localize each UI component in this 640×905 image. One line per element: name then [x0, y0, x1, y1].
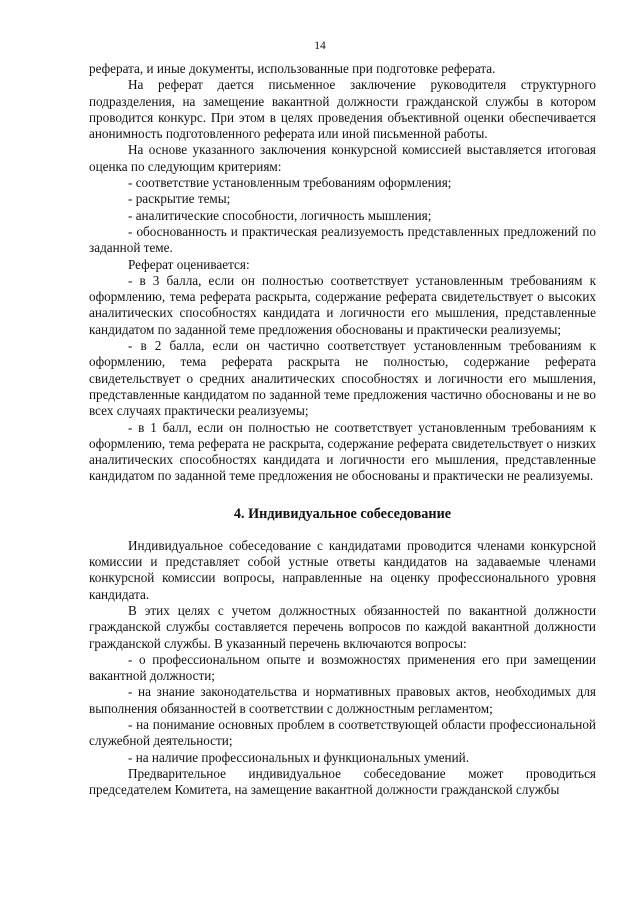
- paragraph: - соответствие установленным требованиям оформления;: [128, 175, 452, 191]
- paragraphs-after-section: [89, 538, 596, 799]
- paragraph: - на понимание основных проблем в соответствующей области профессиональной служебной деятельности;: [89, 716, 596, 749]
- paragraph: Индивидуальное собеседование с кандидатами проводится членами конкурсной комиссии и представляет собой устные ответы кандидатов на задаваемые членами конкурсной комиссии вопросы, направленные на оценку профессионального уровня кандидата.: [89, 537, 596, 602]
- paragraph: Предварительное индивидуальное собеседование может проводиться председателем Комитета, на замещение вакантной должности гражданской службы: [89, 765, 596, 798]
- page-content: [89, 61, 596, 798]
- paragraph: - в 3 балла, если он полностью соответствует установленным требованиям к оформлению, тема реферата раскрыта, содержание реферата свидетельствует о высоких аналитических способностях кандидата и логичности его мышления, представленные кандидатом по заданной теме предложения обоснованы и практически реализуемы;: [89, 272, 596, 337]
- paragraph: - обоснованность и практическая реализуемость представленных предложений по заданной теме.: [89, 223, 596, 256]
- page-number: 14: [314, 40, 326, 52]
- paragraph: На основе указанного заключения конкурсной комиссией выставляется итоговая оценка по следующим критериям:: [89, 142, 596, 174]
- paragraph: Реферат оценивается:: [128, 256, 250, 272]
- paragraph: - в 1 балл, если он полностью не соответствует установленным требованиям к оформлению, тема реферата не раскрыта, содержание реферата свидетельствует о низких аналитических способностях кандидата и логичности его мышления, представленные кандидатом по заданной теме предложения не обоснованы и практически не реализуемы.: [89, 419, 596, 484]
- paragraph: - в 2 балла, если он частично соответствует установленным требованиям к оформлению, тема реферата раскрыта не полностью, содержание реферата свидетельствует о средних аналитических способностях и логичности его мышления, представленные кандидатом по заданной теме предложения частично обоснованы и не во всех случаях практически реализуемы;: [89, 338, 596, 419]
- paragraph: На реферат дается письменное заключение руководителя структурного подразделения, на замещение вакантной должности гражданской службы в котором проводится конкурс. При этом в целях проведения объективной оценки обеспечивается анонимность подготовленного реферата или иной письменной работы.: [89, 77, 596, 142]
- paragraph: - на знание законодательства и нормативных правовых актов, необходимых для выполнения обязанностей в соответствии с должностным регламентом;: [89, 684, 596, 716]
- paragraph: - на наличие профессиональных и функциональных умений.: [128, 749, 470, 765]
- paragraph: В этих целях с учетом должностных обязанностей по вакантной должности гражданской службы составляется перечень вопросов по каждой вакантной должности гражданской службы. В указанный перечень включаются вопросы:: [89, 602, 596, 651]
- paragraph: реферата, и иные документы, использованные при подготовке реферата.: [89, 61, 496, 76]
- paragraph: - о профессиональном опыте и возможностях применения его при замещении вакантной должности;: [89, 651, 596, 684]
- paragraph: - аналитические способности, логичность мышления;: [128, 207, 432, 223]
- paragraph: - раскрытие темы;: [128, 191, 231, 207]
- paragraphs-before-section: [89, 61, 596, 485]
- section-title: 4. Индивидуальное собеседование: [233, 505, 452, 522]
